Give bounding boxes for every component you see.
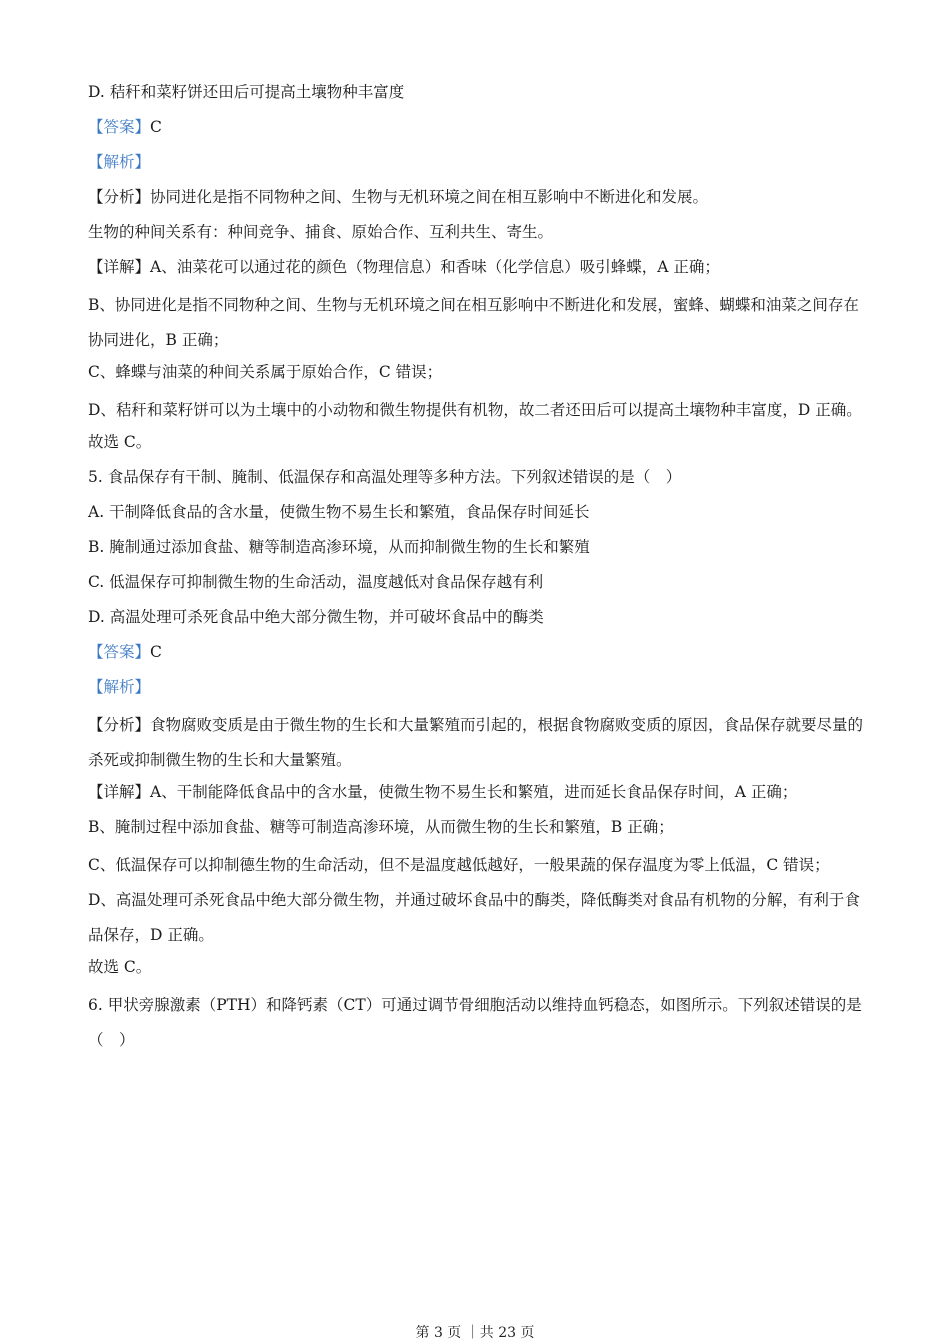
fenxi-text: 食物腐败变质是由于微生物的生长和大量繁殖而引起的，根据食物腐败变质的原因，食品保存就要尽量的杀死或抑制微生物的生长和大量繁殖。	[88, 716, 864, 769]
page-footer: 第 3 页 ｜共 23 页	[415, 1325, 535, 1341]
q5-detail-c: C、低温保存可以抑制德生物的生命活动，但不是温度越低越好，一般果蔬的保存温度为零上低温，C 错误；	[88, 856, 830, 874]
fenxi-tag: 【分析】	[88, 716, 151, 734]
q5-detail-a: 【详解】A、干制能降低食品中的含水量，使微生物不易生长和繁殖，进而延长食品保存时间，A 正确；	[88, 783, 798, 801]
q5-option-d: D. 高温处理可杀死食品中绝大部分微生物，并可破坏食品中的酶类	[88, 608, 544, 626]
q4-choose: 故选 C。	[88, 433, 152, 451]
answer-tag: 【答案】	[88, 118, 151, 136]
q5-fenxi	[88, 708, 864, 778]
page-content	[88, 78, 864, 1058]
answer-value: C	[150, 118, 162, 136]
fenxi-tag: 【分析】	[88, 188, 151, 206]
q5-option-b: B. 腌制通过添加食盐、糖等制造高渗环境，从而抑制微生物的生长和繁殖	[88, 538, 590, 556]
q5-detail-d: D、高温处理可杀死食品中绝大部分微生物，并通过破坏食品中的酶类，降低酶类对食品有机物的分解，有利于食品保存，D 正确。	[88, 891, 860, 944]
q5-choose: 故选 C。	[88, 958, 152, 976]
answer-tag: 【答案】	[88, 643, 151, 661]
q5-analysis-tag: 【解析】	[88, 678, 151, 696]
fenxi-text: 协同进化是指不同物种之间、生物与无机环境之间在相互影响中不断进化和发展。	[150, 188, 709, 206]
q5-stem: 5. 食品保存有干制、腌制、低温保存和高温处理等多种方法。下列叙述错误的是（ ）	[88, 468, 682, 486]
q4-detail-d: D、秸秆和菜籽饼可以为土壤中的小动物和微生物提供有机物，故二者还田后可以提高土壤物种丰富度，D 正确。	[88, 401, 862, 419]
q4-analysis-tag: 【解析】	[88, 153, 151, 171]
q5-option-c: C. 低温保存可抑制微生物的生命活动，温度越低对食品保存越有利	[88, 573, 544, 591]
q4-answer	[88, 113, 864, 148]
q4-fenxi	[88, 183, 864, 218]
answer-value: C	[150, 643, 162, 661]
q6-stem: 6. 甲状旁腺激素（PTH）和降钙素（CT）可通过调节骨细胞活动以维持血钙稳态，如图所示。下列叙述错误的是（ ）	[88, 996, 862, 1049]
q5-detail-b: B、腌制过程中添加食盐、糖等可制造高渗环境，从而微生物的生长和繁殖，B 正确；	[88, 818, 674, 836]
q5-option-a: A. 干制降低食品的含水量，使微生物不易生长和繁殖，食品保存时间延长	[88, 503, 590, 521]
q4-detail-b: B、协同进化是指不同物种之间、生物与无机环境之间在相互影响中不断进化和发展，蜜蜂、蝴蝶和油菜之间存在协同进化，B 正确；	[88, 296, 859, 349]
q4-detail-c: C、蜂蝶与油菜的种间关系属于原始合作，C 错误；	[88, 363, 443, 381]
q5-answer	[88, 638, 864, 673]
q4-option-d: D. 秸秆和菜籽饼还田后可提高土壤物种丰富度	[88, 83, 405, 101]
q4-relations: 生物的种间关系有：种间竞争、捕食、原始合作、互利共生、寄生。	[88, 223, 554, 241]
q4-detail-a: 【详解】A、油菜花可以通过花的颜色（物理信息）和香味（化学信息）吸引蜂蝶，A 正确；	[88, 258, 720, 276]
